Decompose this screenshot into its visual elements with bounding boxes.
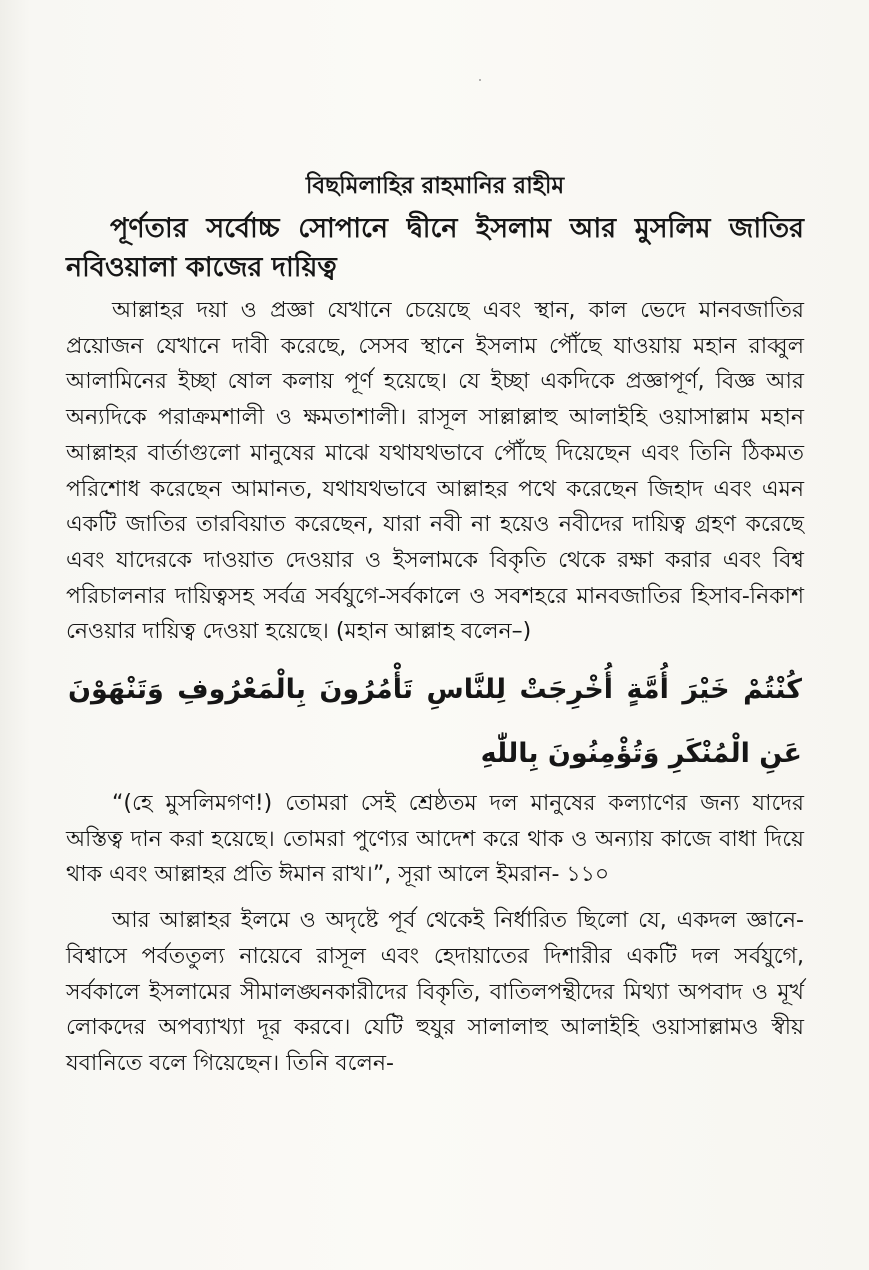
page-speck — [479, 79, 481, 81]
verse-translation-paragraph: “(হে মুসলিমগণ!) তোমরা সেই শ্রেষ্ঠতম দল মানুষের কল্যাণের জন্য যাদের অস্তিত্ব দান করা হয়েছে। তোমরা পুণ্যের আদেশ করে থাক ও অন্যায় কাজে বাধা দিয়ে থাক এবং আল্লাহর প্রতি ঈমান রাখ।”, সূরা আলে ইমরান- ১১০ — [66, 791, 804, 888]
quran-verse-arabic: كُنْتُمْ خَيْرَ أُمَّةٍ أُخْرِجَتْ لِلنَّاسِ تَأْمُرُونَ بِالْمَعْرُوفِ وَتَنْهَوْنَ عَنِ الْمُنْكَرِ وَتُؤْمِنُونَ بِاللّٰهِ — [68, 674, 802, 770]
body-paragraph-3: আর আল্লাহর ইলমে ও অদৃষ্টে পূর্ব থেকেই নির্ধারিত ছিলো যে, একদল জ্ঞানে-বিশ্বাসে পর্বততুল্য নায়েবে রাসূল এবং হেদায়াতের দিশারীর একটি দল সর্বযুগে, সর্বকালে ইসলামের সীমালঙ্ঘনকারীদের বিকৃতি, বাতিলপন্থীদের মিথ্যা অপবাদ ও মূর্খ লোকদের অপব্যাখ্যা দূর করবে। যেটি হুযুর সালালাহু আলাইহি ওয়াসাল্লামও স্বীয় যবানিতে বলে গিয়েছেন। তিনি বলেন- — [66, 908, 804, 1076]
chapter-title: পূর্ণতার সর্বোচ্চ সোপানে দ্বীনে ইসলাম আর মুসলিম জাতির নবিওয়ালা কাজের দায়িত্ব — [66, 213, 804, 283]
page-content — [66, 163, 804, 1082]
bismillah-heading: বিছমিলাহির রাহমানির রাহীম — [305, 173, 565, 199]
body-paragraph-1: আল্লাহর দয়া ও প্রজ্ঞা যেখানে চেয়েছে এবং স্থান, কাল ভেদে মানবজাতির প্রয়োজন যেখানে দাবী করেছে, সেসব স্থানে ইসলাম পৌঁছে যাওয়ায় মহান রাব্বুল আলামিনের ইচ্ছা ষোল কলায় পূর্ণ হয়েছে। যে ইচ্ছা একদিকে প্রজ্ঞাপূর্ণ, বিজ্ঞ আর অন্যদিকে পরাক্রমশালী ও ক্ষমতাশালী। রাসূল সাল্লাল্লাহু আলাইহি ওয়াসাল্লাম মহান আল্লাহর বার্তাগুলো মানুষের মাঝে যথাযথভাবে পৌঁছে দিয়েছেন এবং তিনি ঠিকমত পরিশোধ করেছেন আমানত, যথাযথভাবে আল্লাহর পথে করেছেন জিহাদ এবং এমন একটি জাতির তারবিয়াত করেছেন, যারা নবী না হয়েও নবীদের দায়িত্ব গ্রহণ করেছে এবং যাদেরকে দাওয়াত দেওয়ার ও ইসলামকে বিকৃতি থেকে রক্ষা করার এবং বিশ্ব পরিচালনার দায়িত্বসহ সর্বত্র সর্বযুগে-সর্বকালে ও সবশহরে মানবজাতির হিসাব-নিকাশ নেওয়ার দায়িত্ব দেওয়া হয়েছে। (মহান আল্লাহ বলেন–) — [66, 298, 804, 645]
